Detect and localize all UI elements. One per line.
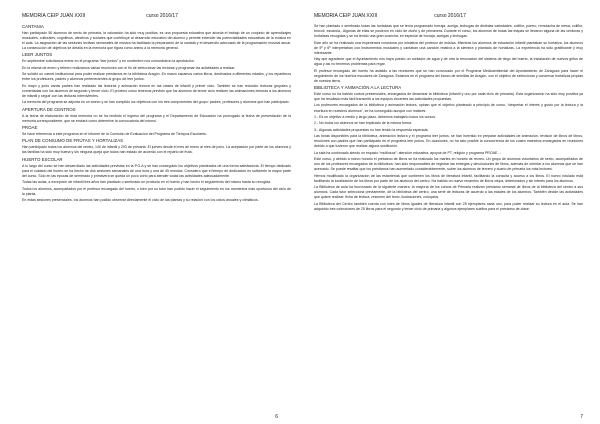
paragraph: 3.- Algunas actividades propuestas no han tenido la respuesta esperada. [314, 127, 429, 132]
paragraph: Hay que agradecer que el Ayuntamiento nos haya puesto un contador de agua y de otra la renovación del sistema de riego del huerto, la instalación de nuevos grifos de agua y así no tenemos problemas para regar. [314, 57, 583, 67]
paragraph: Todos los alumnos, acompañados por el profesor encargado del huerto, o bien por su tutor han podido hacer el seguimiento en los momentos más oportunos del ciclo de la planta. [22, 186, 291, 196]
paragraph: La sala ha continuado siendo un espacio “multiusos”: atención educativa, apoyos de PT, religión y programa PROAE… [314, 150, 501, 155]
paragraph: Este curso no ha habido cursos presenciales, encargados de dinamizar la biblioteca (Infantil y uno por cada ciclo de primaria). Esta organización ha sido muy positiva ya que ha resultado más fácil transmitir a los equipos docentes las actividades propuestas. [314, 91, 583, 102]
paragraph: Se solicitó un carnet institucional para poder realizar préstamos en la biblioteca Aragón. En marzo sacamos varios libros, destinados a diferentes edades, y los repartimos entre los profesores, padres y alumnos pertenecientes al grupo de leer juntos. [22, 72, 291, 82]
paragraph: Este año se ha realizado una experiencia novedosa por iniciativa del profesor de música. Mientras los alumnos de educación infantil plantaban su hortaliza, los alumnos de 5º y 6º interpretaban con instrumentos musicales y cantaban una canción relativa a la siembra y plantado de hortalizas. La experiencia ha sido gratificante y muy interesante. [314, 40, 583, 55]
paragraph: Hemos modificado la organización de las estanterías que contienen los libros de literatura infantil, facilitando la consulta y acceso a los libros. El nuevo rotulado está facilitando la localización de los libros por parte de los alumnos del centro. Ha habido un nuevo recambio de libros viejos, deteriorados y sin interés para los alumnos. [314, 173, 583, 183]
header-course: curso 2016/17 [434, 13, 466, 19]
section-heading: CANTANIA [22, 24, 44, 29]
paragraph: En mayo y junio varias padres han realizado las lecturas y animación lectora en las clases de infantil y primer ciclo. También se han reducido lecturas grupales y comentadas con los alumnos de segundo y tercer ciclo. El próximo curso tenemos previsto que los alumnos de tercer ciclo realicen las animaciones lectoras a los alumnos de infantil y seguir con las lecturas intervivientes. [22, 83, 291, 98]
paragraph: Las horas disponibles para la biblioteca, animación lectora y el programa leer juntos, se han invertido en preparar actividades de animación, revisión de libros de libros, reuniones con padres que han participado en el programa leer juntos. En ocasiones, no ha sido posible la concurrencia de los cuatro maestros encargados en reuniones debido a que tuvieron que realizar alguna sustitución. [314, 134, 583, 149]
page-body [314, 24, 583, 212]
section-heading: PLAN DE CONSUMO DE FRUTAS Y HORTALIZAS [22, 138, 124, 144]
paragraph: Todas las aulas, a excepción de infantil tres años han plantado o sembrado un producto en el huerto y han hecho el seguimiento del mismo hasta su recogida. [22, 180, 272, 185]
section-heading: BIBLIOTECA Y ANIMACIÓN A LA LECTURA [314, 85, 402, 91]
paragraph: A la fecha de elaboración de esta memoria no se ha recibido el ingreso del programa y el Departamento de Educación ha prorrogado la fecha de presentación de la memoria correspondiente, que se enviará como determine la convocatoria del mismo. [22, 113, 291, 123]
page-header [22, 13, 291, 20]
paragraph: Los profesores encargados de la biblioteca y animación lectora, opinan que el objetivo planteado a principio de curso, “despertar el interés y gusto por la lectura y la escritura en nuestros alumnos”, se ha conseguido aunque con matices: [314, 103, 583, 113]
page-body [22, 24, 291, 203]
page-header [314, 13, 583, 20]
header-course: curso 2016/17 [146, 13, 178, 19]
paragraph: En estas sesiones presenciales, los alumnos han podido observar directamente el ciclo de las plantas y su relación con los ciclos anuales y climáticos. [22, 198, 259, 203]
paragraph: 2.- No todos los alumnos se han implicado de la misma forma. [314, 121, 412, 126]
paragraph: El profesor encargado del huerto ha asistido a las reuniones que se han convocado por el Programa Medioambiental del Ayuntamiento de Zaragoza para hacer el seguimiento de los huertos escolares de Zaragoza. Estamos en el programa del banco de semillas de Aragón, con el objetivo de seleccionar y conservar hortalizas propias de nuestra tierra. [314, 68, 583, 83]
section-heading: HUERTO ESCOLAR [22, 156, 63, 162]
paragraph: Este curso, y debido a nuevo horario el préstamo de libros se ha realizado los martes en horario de recreo. Un grupo de alumnos voluntarios de sexto, acompañados de uno de los profesores encargados de la biblioteca, han sido responsables de registrar las entregas y devoluciones de libros, además de orientar a los alumnos que se han acercado. Se puede resaltar que los préstamos han aumentado considerablemente, sobre los alumnos de tercero y cuarto de primaria los más lectores. [314, 157, 583, 172]
paragraph: Han participado 50 alumnos de sexto de primaria, la valoración ha sido muy positiva, es una propuesta educativa que aborda el trabajo de un conjunto de aprendizajes musicales, culturales, cognitivos, afectivos y sociales que contribuye al desarrollo educativo del alumno y permite extender las potencialidades educativas de la música en el aula. La asignación de las sesiones lectivas semanales de música ha facilitado la preparación de la cantata y el desarrollo adecuado de la programación musical anual. La consecución de objetivos se detalla en la memoria que figura como anexo a la memoria general. [22, 30, 291, 51]
paragraph: En septiembre solicitamos entrar en el programa “leer juntos” y en noviembre nos comunicaron la aprobación. [22, 59, 195, 64]
section-heading: PROAE [22, 125, 38, 131]
paragraph: Han participado todos los alumnos del centro, 140 de infantil y 293 de primaria. El jueves desde el mes de enero al mes de junio. La aceptación por parte de los alumnos y las familias ha sido muy buena y sin ninguna queja que todos han estado de acuerdo con el reparto de fruta. [22, 145, 291, 155]
header-school: MEMORIA CEIP JUAN XXIII [22, 13, 86, 19]
page-right [300, 0, 600, 424]
paragraph: Se hace referencia a este programa en el informe de la Comisión de Evaluación del Programa de Tiempos Escolares. [22, 131, 207, 136]
paragraph: La memoria del programa se adjunta en un anexo y se han cumplido los objetivos con los tres componentes del grupo: padres, profesores y alumnos que han participado. [22, 100, 290, 105]
paragraph: En la misma de enero y febrero realizamos varias reuniones con el fin de seleccionar las lecturas y programar las actividades a realizar. [22, 65, 236, 70]
page-number: 7 [580, 414, 583, 420]
paragraph: La Biblioteca del Centro también cuenta con lotes de libros iguales de literatura infantil con 25 ejemplares cada uno, para poder realizar su lectura en el aula. Se han adquirido tres colecciones de 25 libros para el segundo y tercer ciclo de primaria y algunos ejemplares sueltos para el préstamo de clase. [314, 201, 583, 211]
paragraph: 1.- Es un objetivo a medio y largo plazo, debemos trabajarlo todos los cursos. [314, 114, 437, 119]
header-school: MEMORIA CEIP JUAN XXIII [314, 13, 378, 19]
paragraph: Se han plantado o sembrado todas las hortalizas que se tenía programado borraja, acelga, lechugas de distintas variedades, coliflor, puerro, remolacha de mesa, coliflor, brócoli, escarola,. Algunas de ellas se pusieron en ciclo de otoño y de primavera. Durante el curso, los alumnos de todas las etapas se llevaron alguna de las verduras y hortalizas recogidas y se ha tenido una gran cosecha, en especial de borraja, acelgas y lechugas. [314, 24, 583, 39]
paragraph: La Biblioteca de aula ha funcionado de la siguiente manera: la mayoría de los cursos de Primaria realizan préstamo semanal de libros de la biblioteca del centro a sus alumnos. Cada tutor selecciona previamente, de la biblioteca del centro, una serie de lecturas de acuerdo a las edades de los alumnos. También decide las actividades que quiere realizar: ficha de lectura, resumen del texto, ilustraciones, coloquios. [314, 185, 583, 200]
section-heading: LEER JUNTOS [22, 52, 53, 58]
section-heading: APERTURA DE CENTROS [22, 106, 76, 112]
paragraph: A lo largo del curso se han desarrollado las actividades previstas en la P.G.A y se han conseguido los objetivos planteados de una forma satisfactoria. El tiempo dedicado para el cuidado del huerto se ha hecho de dos sesiones semanales de una hora y una de 45 minutos. Considero que el tiempo de dedicación es suficiente la mayor parte del curso. Sólo en las épocas de sembrado y primavera se queda un poco corto para atender todas las actividades adecuadamente. [22, 163, 291, 178]
page-number: 6 [275, 414, 278, 420]
